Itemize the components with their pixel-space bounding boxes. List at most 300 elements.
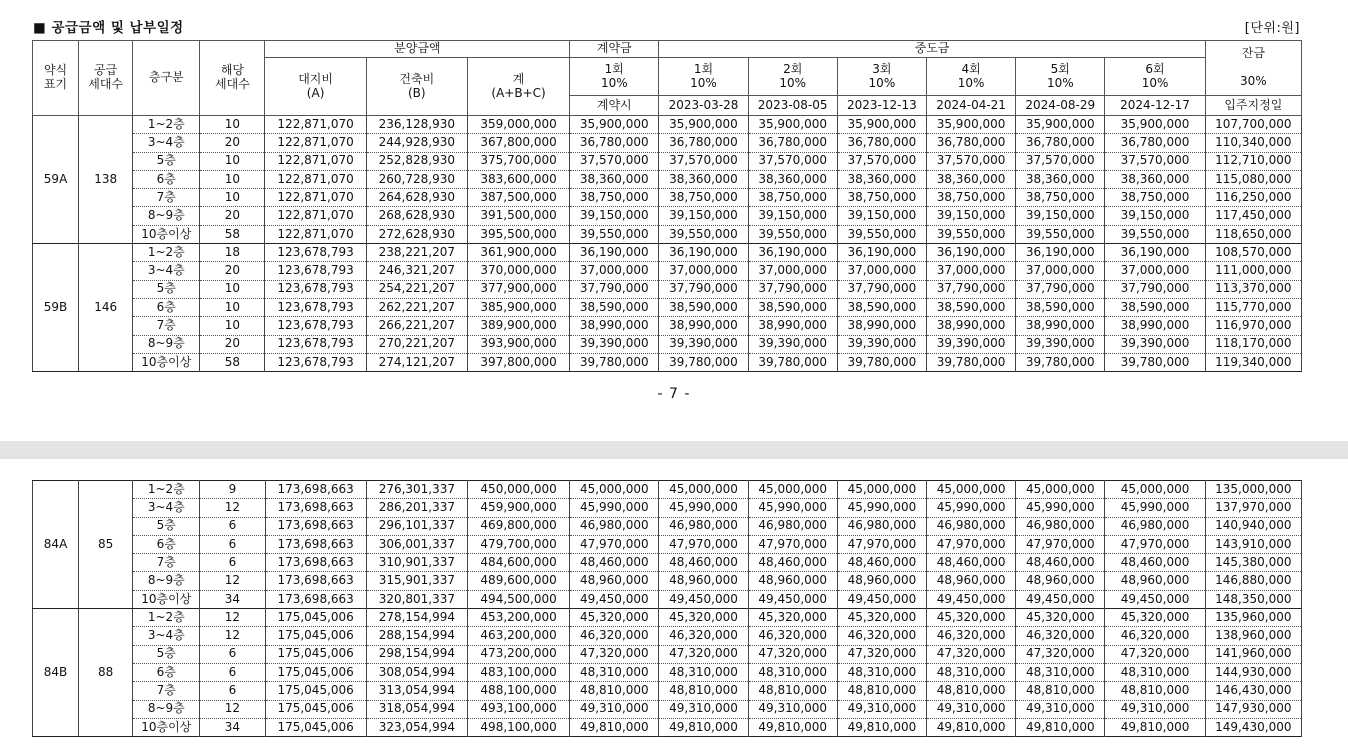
amount-cell: 37,000,000	[837, 262, 926, 280]
header-sale-price: 분양금액	[265, 41, 570, 58]
amount-cell: 122,871,070	[265, 207, 366, 225]
amount-cell: 122,871,070	[265, 134, 366, 152]
amount-cell: 45,000,000	[1016, 481, 1105, 499]
section-title: ■ 공급금액 및 납부일정	[33, 20, 184, 36]
amount-cell: 46,980,000	[1016, 517, 1105, 535]
amount-cell: 488,100,000	[467, 682, 569, 700]
amount-cell: 38,360,000	[837, 170, 926, 188]
floor-cell: 7층	[133, 554, 200, 572]
amount-cell: 115,080,000	[1205, 170, 1301, 188]
table-row	[33, 298, 1302, 316]
amount-cell: 389,900,000	[467, 317, 569, 335]
amount-cell: 39,150,000	[926, 207, 1015, 225]
table-row	[33, 189, 1302, 207]
header-middle-5: 5회 10%	[1016, 58, 1105, 96]
amount-cell: 47,970,000	[837, 535, 926, 553]
table-row	[33, 225, 1302, 243]
amount-cell: 144,930,000	[1205, 663, 1301, 681]
amount-cell: 484,600,000	[467, 554, 569, 572]
amount-cell: 313,054,994	[366, 682, 467, 700]
amount-cell: 38,360,000	[570, 170, 659, 188]
amount-cell: 38,360,000	[926, 170, 1015, 188]
amount-cell: 49,450,000	[748, 590, 837, 608]
amount-cell: 493,100,000	[467, 700, 569, 718]
amount-cell: 288,154,994	[366, 627, 467, 645]
amount-cell: 48,460,000	[659, 554, 748, 572]
floor-cell: 8~9층	[133, 700, 200, 718]
table-row	[33, 353, 1302, 371]
amount-cell: 262,221,207	[366, 298, 467, 316]
header-supply: 공급 세대수	[79, 41, 133, 116]
amount-cell: 35,900,000	[659, 116, 748, 134]
amount-cell: 48,310,000	[748, 663, 837, 681]
amount-cell: 48,960,000	[570, 572, 659, 590]
header-deposit: 계약금	[570, 41, 659, 58]
amount-cell: 37,000,000	[659, 262, 748, 280]
type-cell: 84B	[33, 609, 79, 737]
units-cell: 20	[200, 262, 265, 280]
amount-cell: 39,550,000	[837, 225, 926, 243]
units-cell: 6	[200, 645, 265, 663]
amount-cell: 296,101,337	[366, 517, 467, 535]
units-cell: 18	[200, 244, 265, 262]
amount-cell: 39,150,000	[570, 207, 659, 225]
amount-cell: 47,320,000	[748, 645, 837, 663]
amount-cell: 39,390,000	[1105, 335, 1205, 353]
amount-cell: 48,960,000	[1016, 572, 1105, 590]
amount-cell: 143,910,000	[1205, 535, 1301, 553]
amount-cell: 39,780,000	[1105, 353, 1205, 371]
supply-cell: 138	[79, 116, 133, 244]
amount-cell: 272,628,930	[366, 225, 467, 243]
amount-cell: 48,460,000	[748, 554, 837, 572]
amount-cell: 375,700,000	[467, 152, 569, 170]
amount-cell: 49,810,000	[927, 718, 1016, 736]
amount-cell: 45,320,000	[659, 609, 748, 627]
units-cell: 10	[200, 280, 265, 298]
floor-cell: 5층	[133, 645, 200, 663]
amount-cell: 494,500,000	[467, 590, 569, 608]
amount-cell: 459,900,000	[467, 499, 569, 517]
units-cell: 6	[200, 554, 265, 572]
header-deposit-when: 계약시	[570, 96, 659, 116]
amount-cell: 39,780,000	[748, 353, 837, 371]
amount-cell: 48,810,000	[659, 682, 748, 700]
amount-cell: 112,710,000	[1205, 152, 1301, 170]
amount-cell: 123,678,793	[265, 262, 366, 280]
header-type: 약식 표기	[33, 41, 79, 116]
header-middle-date-5: 2024-08-29	[1016, 96, 1105, 116]
amount-cell: 47,970,000	[748, 535, 837, 553]
amount-cell: 45,320,000	[1016, 609, 1105, 627]
amount-cell: 387,500,000	[467, 189, 569, 207]
floor-cell: 8~9층	[133, 572, 200, 590]
amount-cell: 49,310,000	[927, 700, 1016, 718]
amount-cell: 39,150,000	[1016, 207, 1105, 225]
floor-cell: 1~2층	[133, 481, 200, 499]
amount-cell: 361,900,000	[467, 244, 569, 262]
amount-cell: 45,990,000	[659, 499, 748, 517]
amount-cell: 123,678,793	[265, 335, 366, 353]
amount-cell: 37,000,000	[1105, 262, 1205, 280]
amount-cell: 39,150,000	[748, 207, 837, 225]
amount-cell: 119,340,000	[1205, 353, 1301, 371]
table-row	[33, 609, 1302, 627]
amount-cell: 38,590,000	[837, 298, 926, 316]
unit-label: [단위:원]	[1244, 21, 1300, 36]
amount-cell: 45,000,000	[748, 481, 837, 499]
amount-cell: 39,550,000	[748, 225, 837, 243]
amount-cell: 39,780,000	[570, 353, 659, 371]
amount-cell: 36,190,000	[1016, 244, 1105, 262]
amount-cell: 122,871,070	[265, 116, 366, 134]
amount-cell: 38,990,000	[748, 317, 837, 335]
amount-cell: 111,000,000	[1205, 262, 1301, 280]
header-total: 계 (A+B+C)	[467, 58, 569, 116]
amount-cell: 39,150,000	[837, 207, 926, 225]
supply-cell: 146	[79, 244, 133, 372]
amount-cell: 49,810,000	[659, 718, 748, 736]
amount-cell: 38,590,000	[1105, 298, 1205, 316]
amount-cell: 38,750,000	[1016, 189, 1105, 207]
table-row	[33, 535, 1302, 553]
table-row	[33, 627, 1302, 645]
amount-cell: 36,190,000	[748, 244, 837, 262]
amount-cell: 175,045,006	[265, 718, 366, 736]
header-middle-date-3: 2023-12-13	[837, 96, 926, 116]
amount-cell: 122,871,070	[265, 152, 366, 170]
amount-cell: 113,370,000	[1205, 280, 1301, 298]
floor-cell: 8~9층	[133, 207, 200, 225]
units-cell: 10	[200, 116, 265, 134]
amount-cell: 320,801,337	[366, 590, 467, 608]
amount-cell: 38,990,000	[926, 317, 1015, 335]
amount-cell: 39,150,000	[659, 207, 748, 225]
amount-cell: 146,880,000	[1205, 572, 1301, 590]
header-units: 해당 세대수	[200, 41, 265, 116]
amount-cell: 36,190,000	[926, 244, 1015, 262]
page-break	[0, 441, 1348, 459]
page-number: - 7 -	[657, 386, 691, 402]
amount-cell: 37,570,000	[1016, 152, 1105, 170]
amount-cell: 298,154,994	[366, 645, 467, 663]
amount-cell: 45,000,000	[570, 481, 659, 499]
floor-cell: 1~2층	[133, 244, 200, 262]
table-row	[33, 207, 1302, 225]
amount-cell: 123,678,793	[265, 353, 366, 371]
amount-cell: 37,570,000	[570, 152, 659, 170]
amount-cell: 39,390,000	[659, 335, 748, 353]
amount-cell: 38,990,000	[570, 317, 659, 335]
floor-cell: 5층	[133, 280, 200, 298]
units-cell: 10	[200, 298, 265, 316]
amount-cell: 175,045,006	[265, 627, 366, 645]
amount-cell: 38,360,000	[1016, 170, 1105, 188]
amount-cell: 463,200,000	[467, 627, 569, 645]
units-cell: 12	[200, 609, 265, 627]
header-deposit-pct: 1회 10%	[570, 58, 659, 96]
amount-cell: 175,045,006	[265, 645, 366, 663]
units-cell: 34	[200, 590, 265, 608]
units-cell: 9	[200, 481, 265, 499]
units-cell: 58	[200, 353, 265, 371]
amount-cell: 37,790,000	[1105, 280, 1205, 298]
header-floor: 층구분	[133, 41, 200, 116]
amount-cell: 49,810,000	[1016, 718, 1105, 736]
amount-cell: 47,970,000	[1105, 535, 1205, 553]
floor-cell: 7층	[133, 189, 200, 207]
amount-cell: 36,780,000	[659, 134, 748, 152]
table-row	[33, 116, 1302, 134]
table-row	[33, 663, 1302, 681]
amount-cell: 37,570,000	[837, 152, 926, 170]
amount-cell: 118,170,000	[1205, 335, 1301, 353]
amount-cell: 39,780,000	[926, 353, 1015, 371]
amount-cell: 38,990,000	[659, 317, 748, 335]
amount-cell: 48,310,000	[570, 663, 659, 681]
floor-cell: 1~2층	[133, 116, 200, 134]
price-table-page2	[32, 480, 1302, 737]
amount-cell: 395,500,000	[467, 225, 569, 243]
header-land: 대지비 (A)	[265, 58, 366, 116]
amount-cell: 35,900,000	[1105, 116, 1205, 134]
amount-cell: 110,340,000	[1205, 134, 1301, 152]
amount-cell: 45,000,000	[837, 481, 926, 499]
amount-cell: 268,628,930	[366, 207, 467, 225]
floor-cell: 10층이상	[133, 590, 200, 608]
amount-cell: 244,928,930	[366, 134, 467, 152]
amount-cell: 48,460,000	[570, 554, 659, 572]
amount-cell: 36,190,000	[837, 244, 926, 262]
amount-cell: 36,190,000	[1105, 244, 1205, 262]
amount-cell: 359,000,000	[467, 116, 569, 134]
amount-cell: 116,970,000	[1205, 317, 1301, 335]
amount-cell: 37,570,000	[748, 152, 837, 170]
amount-cell: 47,970,000	[1016, 535, 1105, 553]
amount-cell: 46,980,000	[659, 517, 748, 535]
amount-cell: 36,780,000	[748, 134, 837, 152]
table-row	[33, 700, 1302, 718]
header-middle-4: 4회 10%	[926, 58, 1015, 96]
amount-cell: 123,678,793	[265, 244, 366, 262]
amount-cell: 48,960,000	[837, 572, 926, 590]
amount-cell: 38,360,000	[659, 170, 748, 188]
amount-cell: 35,900,000	[748, 116, 837, 134]
amount-cell: 48,810,000	[927, 682, 1016, 700]
floor-cell: 7층	[133, 317, 200, 335]
amount-cell: 39,390,000	[748, 335, 837, 353]
price-table-page1	[32, 40, 1302, 372]
table-row	[33, 262, 1302, 280]
units-cell: 20	[200, 134, 265, 152]
units-cell: 6	[200, 535, 265, 553]
units-cell: 58	[200, 225, 265, 243]
floor-cell: 10층이상	[133, 353, 200, 371]
amount-cell: 370,000,000	[467, 262, 569, 280]
amount-cell: 39,550,000	[926, 225, 1015, 243]
type-cell: 84A	[33, 481, 79, 609]
supply-cell: 85	[79, 481, 133, 609]
amount-cell: 45,000,000	[1105, 481, 1205, 499]
amount-cell: 45,990,000	[1105, 499, 1205, 517]
amount-cell: 135,000,000	[1205, 481, 1301, 499]
floor-cell: 3~4층	[133, 134, 200, 152]
amount-cell: 137,970,000	[1205, 499, 1301, 517]
floor-cell: 10층이상	[133, 718, 200, 736]
amount-cell: 47,320,000	[1016, 645, 1105, 663]
amount-cell: 39,550,000	[570, 225, 659, 243]
table-body	[33, 481, 1302, 737]
amount-cell: 123,678,793	[265, 298, 366, 316]
amount-cell: 48,310,000	[659, 663, 748, 681]
amount-cell: 46,320,000	[1016, 627, 1105, 645]
amount-cell: 49,450,000	[570, 590, 659, 608]
amount-cell: 37,790,000	[1016, 280, 1105, 298]
amount-cell: 123,678,793	[265, 280, 366, 298]
amount-cell: 173,698,663	[265, 535, 366, 553]
amount-cell: 35,900,000	[926, 116, 1015, 134]
amount-cell: 48,310,000	[837, 663, 926, 681]
amount-cell: 38,750,000	[748, 189, 837, 207]
units-cell: 12	[200, 700, 265, 718]
units-cell: 10	[200, 317, 265, 335]
amount-cell: 45,320,000	[927, 609, 1016, 627]
amount-cell: 49,310,000	[748, 700, 837, 718]
amount-cell: 36,190,000	[659, 244, 748, 262]
amount-cell: 38,750,000	[837, 189, 926, 207]
floor-cell: 3~4층	[133, 627, 200, 645]
units-cell: 12	[200, 572, 265, 590]
amount-cell: 48,810,000	[570, 682, 659, 700]
amount-cell: 276,301,337	[366, 481, 467, 499]
amount-cell: 46,320,000	[659, 627, 748, 645]
amount-cell: 117,450,000	[1205, 207, 1301, 225]
amount-cell: 108,570,000	[1205, 244, 1301, 262]
amount-cell: 122,871,070	[265, 225, 366, 243]
amount-cell: 45,320,000	[837, 609, 926, 627]
amount-cell: 47,320,000	[1105, 645, 1205, 663]
amount-cell: 116,250,000	[1205, 189, 1301, 207]
amount-cell: 39,390,000	[837, 335, 926, 353]
amount-cell: 270,221,207	[366, 335, 467, 353]
amount-cell: 122,871,070	[265, 189, 366, 207]
amount-cell: 173,698,663	[265, 517, 366, 535]
floor-cell: 5층	[133, 517, 200, 535]
amount-cell: 49,810,000	[837, 718, 926, 736]
amount-cell: 38,750,000	[926, 189, 1015, 207]
amount-cell: 49,810,000	[570, 718, 659, 736]
floor-cell: 6층	[133, 298, 200, 316]
amount-cell: 36,780,000	[926, 134, 1015, 152]
amount-cell: 140,940,000	[1205, 517, 1301, 535]
header-middle-date-4: 2024-04-21	[926, 96, 1015, 116]
header-middle-date-2: 2023-08-05	[748, 96, 837, 116]
amount-cell: 246,321,207	[366, 262, 467, 280]
table-row	[33, 335, 1302, 353]
header-middle-date-1: 2023-03-28	[659, 96, 748, 116]
table-row	[33, 481, 1302, 499]
amount-cell: 48,810,000	[1105, 682, 1205, 700]
amount-cell: 49,310,000	[837, 700, 926, 718]
floor-cell: 8~9층	[133, 335, 200, 353]
amount-cell: 397,800,000	[467, 353, 569, 371]
units-cell: 20	[200, 207, 265, 225]
amount-cell: 36,190,000	[570, 244, 659, 262]
amount-cell: 37,570,000	[1105, 152, 1205, 170]
amount-cell: 45,990,000	[1016, 499, 1105, 517]
header-building: 건축비 (B)	[366, 58, 467, 116]
table-header	[33, 41, 1302, 116]
amount-cell: 49,310,000	[1105, 700, 1205, 718]
amount-cell: 38,360,000	[1105, 170, 1205, 188]
amount-cell: 48,460,000	[927, 554, 1016, 572]
amount-cell: 37,790,000	[748, 280, 837, 298]
header-middle-date-6: 2024-12-17	[1105, 96, 1205, 116]
amount-cell: 236,128,930	[366, 116, 467, 134]
amount-cell: 48,960,000	[659, 572, 748, 590]
amount-cell: 47,970,000	[570, 535, 659, 553]
amount-cell: 49,310,000	[659, 700, 748, 718]
amount-cell: 48,310,000	[1105, 663, 1205, 681]
amount-cell: 35,900,000	[837, 116, 926, 134]
amount-cell: 37,000,000	[748, 262, 837, 280]
floor-cell: 5층	[133, 152, 200, 170]
amount-cell: 38,590,000	[926, 298, 1015, 316]
table-row	[33, 134, 1302, 152]
amount-cell: 37,570,000	[926, 152, 1015, 170]
type-cell: 59B	[33, 244, 79, 372]
units-cell: 10	[200, 170, 265, 188]
amount-cell: 47,320,000	[659, 645, 748, 663]
amount-cell: 453,200,000	[467, 609, 569, 627]
amount-cell: 37,790,000	[837, 280, 926, 298]
header-balance: 잔금 30%	[1205, 41, 1301, 96]
floor-cell: 3~4층	[133, 262, 200, 280]
units-cell: 10	[200, 189, 265, 207]
floor-cell: 3~4층	[133, 499, 200, 517]
amount-cell: 46,980,000	[1105, 517, 1205, 535]
table-row	[33, 499, 1302, 517]
amount-cell: 45,320,000	[748, 609, 837, 627]
amount-cell: 39,550,000	[659, 225, 748, 243]
amount-cell: 146,430,000	[1205, 682, 1301, 700]
amount-cell: 238,221,207	[366, 244, 467, 262]
amount-cell: 48,310,000	[1016, 663, 1105, 681]
amount-cell: 38,590,000	[748, 298, 837, 316]
amount-cell: 36,780,000	[1016, 134, 1105, 152]
amount-cell: 36,780,000	[1105, 134, 1205, 152]
amount-cell: 173,698,663	[265, 572, 366, 590]
amount-cell: 48,460,000	[837, 554, 926, 572]
amount-cell: 45,320,000	[570, 609, 659, 627]
amount-cell: 45,990,000	[837, 499, 926, 517]
amount-cell: 39,390,000	[570, 335, 659, 353]
amount-cell: 45,990,000	[927, 499, 1016, 517]
amount-cell: 38,750,000	[1105, 189, 1205, 207]
amount-cell: 46,980,000	[570, 517, 659, 535]
amount-cell: 48,810,000	[748, 682, 837, 700]
amount-cell: 254,221,207	[366, 280, 467, 298]
amount-cell: 38,750,000	[570, 189, 659, 207]
amount-cell: 38,360,000	[748, 170, 837, 188]
amount-cell: 367,800,000	[467, 134, 569, 152]
amount-cell: 377,900,000	[467, 280, 569, 298]
amount-cell: 47,970,000	[659, 535, 748, 553]
amount-cell: 148,350,000	[1205, 590, 1301, 608]
amount-cell: 48,310,000	[927, 663, 1016, 681]
amount-cell: 49,450,000	[659, 590, 748, 608]
header-balance-when: 입주지정일	[1205, 96, 1301, 116]
